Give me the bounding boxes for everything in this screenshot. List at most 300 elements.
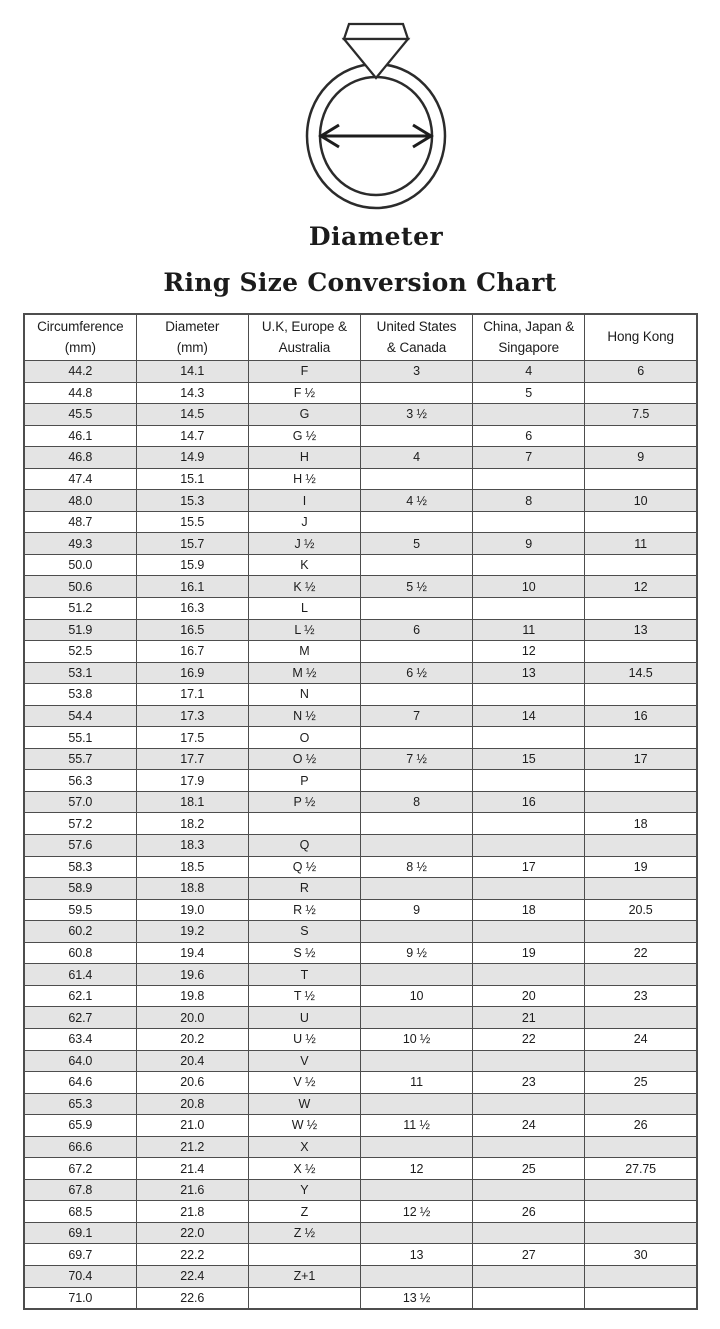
col-header-china-japan-singapore: China, Japan & Singapore	[473, 314, 585, 361]
table-cell: X ½	[248, 1158, 360, 1180]
table-cell: 45.5	[24, 404, 136, 426]
table-cell	[585, 1222, 697, 1244]
table-cell	[473, 404, 585, 426]
table-cell	[585, 921, 697, 943]
table-cell	[585, 425, 697, 447]
table-cell: 16.1	[136, 576, 248, 598]
table-cell: 7	[473, 447, 585, 469]
table-cell	[360, 382, 472, 404]
table-cell: 10	[473, 576, 585, 598]
table-cell	[360, 770, 472, 792]
table-row	[24, 770, 697, 792]
table-cell: U ½	[248, 1028, 360, 1050]
table-cell: 20.8	[136, 1093, 248, 1115]
table-cell: 49.3	[24, 533, 136, 555]
table-cell	[585, 835, 697, 857]
table-cell	[360, 878, 472, 900]
table-cell: 62.1	[24, 985, 136, 1007]
ring-size-conversion-table	[23, 313, 698, 1310]
table-cell: 17.1	[136, 684, 248, 706]
table-row	[24, 447, 697, 469]
table-cell	[360, 684, 472, 706]
table-cell: 17.7	[136, 748, 248, 770]
table-cell: 24	[585, 1028, 697, 1050]
table-cell: L ½	[248, 619, 360, 641]
table-cell: P	[248, 770, 360, 792]
table-cell: 16	[473, 791, 585, 813]
table-cell: 25	[585, 1072, 697, 1094]
table-cell: 67.8	[24, 1179, 136, 1201]
table-cell: 6	[473, 425, 585, 447]
table-cell	[360, 921, 472, 943]
table-cell: 14	[473, 705, 585, 727]
table-row	[24, 748, 697, 770]
table-cell: 9 ½	[360, 942, 472, 964]
table-row	[24, 899, 697, 921]
table-cell: T ½	[248, 985, 360, 1007]
table-cell: 14.5	[585, 662, 697, 684]
table-body	[24, 361, 697, 1310]
table-cell: 65.3	[24, 1093, 136, 1115]
table-cell: 22.4	[136, 1265, 248, 1287]
table-cell: 18.8	[136, 878, 248, 900]
table-cell	[248, 1244, 360, 1266]
col-header-hong-kong: Hong Kong	[585, 314, 697, 361]
table-cell	[585, 1265, 697, 1287]
table-row	[24, 1201, 697, 1223]
ring-diagram	[296, 14, 456, 215]
table-cell: 20.5	[585, 899, 697, 921]
table-cell: 10 ½	[360, 1028, 472, 1050]
table-cell: K	[248, 554, 360, 576]
table-cell: 18.2	[136, 813, 248, 835]
table-cell	[360, 641, 472, 663]
table-cell: 65.9	[24, 1115, 136, 1137]
table-row	[24, 576, 697, 598]
table-cell: 23	[473, 1072, 585, 1094]
table-cell: 64.0	[24, 1050, 136, 1072]
table-cell	[585, 878, 697, 900]
table-cell	[585, 468, 697, 490]
table-cell: 16.5	[136, 619, 248, 641]
table-cell: R	[248, 878, 360, 900]
table-cell: 21.8	[136, 1201, 248, 1223]
table-cell: 69.1	[24, 1222, 136, 1244]
table-cell: 44.8	[24, 382, 136, 404]
table-cell: 17.9	[136, 770, 248, 792]
table-row	[24, 942, 697, 964]
table-cell	[248, 1287, 360, 1309]
table-cell: 20.0	[136, 1007, 248, 1029]
table-row	[24, 641, 697, 663]
table-cell: 21.2	[136, 1136, 248, 1158]
table-cell	[360, 1179, 472, 1201]
table-row	[24, 662, 697, 684]
table-cell: 15.3	[136, 490, 248, 512]
table-cell: 12	[360, 1158, 472, 1180]
diamond-crown	[344, 24, 408, 39]
table-cell: 27.75	[585, 1158, 697, 1180]
table-cell: 58.3	[24, 856, 136, 878]
table-cell	[473, 1287, 585, 1309]
table-header	[24, 314, 697, 361]
table-row	[24, 856, 697, 878]
table-cell	[585, 1179, 697, 1201]
table-cell	[360, 1007, 472, 1029]
table-cell: 26	[473, 1201, 585, 1223]
table-cell: 19.8	[136, 985, 248, 1007]
table-cell: Q ½	[248, 856, 360, 878]
table-cell	[360, 835, 472, 857]
table-cell: 67.2	[24, 1158, 136, 1180]
table-cell	[360, 1222, 472, 1244]
table-cell: 13 ½	[360, 1287, 472, 1309]
table-cell	[360, 468, 472, 490]
table-cell: 57.6	[24, 835, 136, 857]
table-cell: L	[248, 598, 360, 620]
table-row	[24, 598, 697, 620]
table-cell: 21.0	[136, 1115, 248, 1137]
table-cell: 4 ½	[360, 490, 472, 512]
table-cell	[473, 598, 585, 620]
table-cell: 47.4	[24, 468, 136, 490]
table-row	[24, 619, 697, 641]
table-cell: T	[248, 964, 360, 986]
table-cell	[585, 1201, 697, 1223]
table-cell	[473, 1050, 585, 1072]
table-cell	[360, 511, 472, 533]
table-cell: 44.2	[24, 361, 136, 383]
table-row	[24, 1287, 697, 1309]
table-cell	[585, 1093, 697, 1115]
table-row	[24, 964, 697, 986]
table-cell: 51.2	[24, 598, 136, 620]
table-cell: 57.0	[24, 791, 136, 813]
table-cell: 10	[360, 985, 472, 1007]
table-cell: 21	[473, 1007, 585, 1029]
table-cell: 22.0	[136, 1222, 248, 1244]
table-row	[24, 425, 697, 447]
table-cell	[360, 1136, 472, 1158]
table-row	[24, 705, 697, 727]
table-cell	[473, 964, 585, 986]
table-row	[24, 813, 697, 835]
table-cell: 17.5	[136, 727, 248, 749]
table-cell	[360, 425, 472, 447]
table-cell: 14.5	[136, 404, 248, 426]
table-row	[24, 878, 697, 900]
table-cell: 17	[473, 856, 585, 878]
table-cell	[585, 554, 697, 576]
table-cell: 20.4	[136, 1050, 248, 1072]
table-cell: P ½	[248, 791, 360, 813]
table-row	[24, 1093, 697, 1115]
table-cell: 13	[585, 619, 697, 641]
table-cell: 63.4	[24, 1028, 136, 1050]
table-cell: 23	[585, 985, 697, 1007]
table-cell	[473, 1222, 585, 1244]
table-cell: 7	[360, 705, 472, 727]
table-cell: I	[248, 490, 360, 512]
table-cell	[585, 382, 697, 404]
table-cell: 18	[585, 813, 697, 835]
table-cell: W	[248, 1093, 360, 1115]
table-cell: 8 ½	[360, 856, 472, 878]
table-row	[24, 1050, 697, 1072]
table-cell	[360, 964, 472, 986]
table-cell: 19.4	[136, 942, 248, 964]
table-cell: X	[248, 1136, 360, 1158]
diamond-pavilion	[344, 39, 408, 78]
table-cell: 70.4	[24, 1265, 136, 1287]
table-row	[24, 835, 697, 857]
diameter-arrow-icon	[321, 125, 431, 147]
table-cell	[585, 791, 697, 813]
table-row	[24, 684, 697, 706]
table-cell: 11 ½	[360, 1115, 472, 1137]
table-cell: 13	[473, 662, 585, 684]
table-cell: 14.1	[136, 361, 248, 383]
table-cell: 69.7	[24, 1244, 136, 1266]
page-title: Ring Size Conversion Chart	[163, 268, 557, 297]
table-cell	[585, 1050, 697, 1072]
table-cell	[360, 727, 472, 749]
table-cell: 16.3	[136, 598, 248, 620]
table-cell: 19.6	[136, 964, 248, 986]
table-cell: F	[248, 361, 360, 383]
table-row	[24, 554, 697, 576]
table-cell: G	[248, 404, 360, 426]
table-row	[24, 1028, 697, 1050]
table-cell: 19	[585, 856, 697, 878]
col-header-circumference: Circumference (mm)	[24, 314, 136, 361]
table-cell: 6	[360, 619, 472, 641]
table-cell	[473, 835, 585, 857]
table-row	[24, 533, 697, 555]
table-cell: 11	[360, 1072, 472, 1094]
table-cell: 22	[585, 942, 697, 964]
table-cell: 61.4	[24, 964, 136, 986]
table-cell	[473, 684, 585, 706]
table-row	[24, 382, 697, 404]
table-row	[24, 985, 697, 1007]
table-cell: Z	[248, 1201, 360, 1223]
table-cell: 14.9	[136, 447, 248, 469]
diameter-label: Diameter	[308, 222, 444, 251]
table-cell: 5	[473, 382, 585, 404]
table-cell: 62.7	[24, 1007, 136, 1029]
table-cell: 55.1	[24, 727, 136, 749]
col-header-diameter: Diameter (mm)	[136, 314, 248, 361]
table-cell: 19	[473, 942, 585, 964]
table-cell: 9	[585, 447, 697, 469]
table-cell: O ½	[248, 748, 360, 770]
table-cell	[473, 813, 585, 835]
table-cell	[585, 1007, 697, 1029]
table-row	[24, 1072, 697, 1094]
table-cell: 60.2	[24, 921, 136, 943]
table-cell: 48.0	[24, 490, 136, 512]
table-row	[24, 361, 697, 383]
table-cell	[585, 770, 697, 792]
table-cell: 18.5	[136, 856, 248, 878]
table-cell: 59.5	[24, 899, 136, 921]
table-cell: 17	[585, 748, 697, 770]
table-cell	[473, 1179, 585, 1201]
table-cell: 26	[585, 1115, 697, 1137]
table-cell: 20.6	[136, 1072, 248, 1094]
table-cell: 12	[585, 576, 697, 598]
table-cell: 51.9	[24, 619, 136, 641]
table-cell: 66.6	[24, 1136, 136, 1158]
table-cell: 5 ½	[360, 576, 472, 598]
table-cell: 9	[360, 899, 472, 921]
table-cell: 24	[473, 1115, 585, 1137]
table-cell: 15.5	[136, 511, 248, 533]
table-cell: 11	[585, 533, 697, 555]
table-cell: 8	[473, 490, 585, 512]
table-cell: 15.1	[136, 468, 248, 490]
table-cell: 4	[473, 361, 585, 383]
table-cell	[585, 684, 697, 706]
table-cell: 68.5	[24, 1201, 136, 1223]
table-cell	[473, 1093, 585, 1115]
table-cell	[360, 1093, 472, 1115]
table-cell: 4	[360, 447, 472, 469]
table-cell: 18.1	[136, 791, 248, 813]
table-cell	[473, 1136, 585, 1158]
table-cell: 17.3	[136, 705, 248, 727]
table-cell	[585, 598, 697, 620]
table-cell: 15	[473, 748, 585, 770]
table-row	[24, 468, 697, 490]
table-cell	[473, 921, 585, 943]
table-cell: 21.4	[136, 1158, 248, 1180]
table-cell: J	[248, 511, 360, 533]
table-cell: 8	[360, 791, 472, 813]
table-cell	[473, 878, 585, 900]
table-cell: 58.9	[24, 878, 136, 900]
table-cell: 10	[585, 490, 697, 512]
table-row	[24, 1179, 697, 1201]
table-cell	[585, 641, 697, 663]
table-cell: 53.1	[24, 662, 136, 684]
table-cell: 19.0	[136, 899, 248, 921]
table-cell: 7 ½	[360, 748, 472, 770]
table-cell: Z+1	[248, 1265, 360, 1287]
table-cell: N ½	[248, 705, 360, 727]
table-cell: H ½	[248, 468, 360, 490]
table-cell: 16	[585, 705, 697, 727]
table-cell: 22	[473, 1028, 585, 1050]
table-cell	[248, 813, 360, 835]
table-cell: K ½	[248, 576, 360, 598]
table-cell: V ½	[248, 1072, 360, 1094]
table-row	[24, 1115, 697, 1137]
table-row	[24, 1222, 697, 1244]
diamond-ring-icon	[296, 14, 456, 210]
table-cell: F ½	[248, 382, 360, 404]
table-cell	[473, 770, 585, 792]
table-cell: 19.2	[136, 921, 248, 943]
table-cell	[473, 1265, 585, 1287]
table-cell: 12 ½	[360, 1201, 472, 1223]
table-cell: 3 ½	[360, 404, 472, 426]
table-cell: S ½	[248, 942, 360, 964]
table-cell: 16.7	[136, 641, 248, 663]
table-cell: 18.3	[136, 835, 248, 857]
table-cell: 52.5	[24, 641, 136, 663]
table-row	[24, 1136, 697, 1158]
table-cell: 20	[473, 985, 585, 1007]
table-cell: 46.8	[24, 447, 136, 469]
table-cell: J ½	[248, 533, 360, 555]
table-cell	[585, 1136, 697, 1158]
table-cell: 30	[585, 1244, 697, 1266]
table-cell: 12	[473, 641, 585, 663]
table-cell: Y	[248, 1179, 360, 1201]
table-cell: H	[248, 447, 360, 469]
table-cell	[585, 511, 697, 533]
table-row	[24, 511, 697, 533]
table-cell: 14.7	[136, 425, 248, 447]
table-cell: G ½	[248, 425, 360, 447]
table-cell: V	[248, 1050, 360, 1072]
table-row	[24, 490, 697, 512]
table-cell: 5	[360, 533, 472, 555]
table-row	[24, 791, 697, 813]
table-row	[24, 1265, 697, 1287]
table-cell: N	[248, 684, 360, 706]
table-cell	[360, 554, 472, 576]
table-cell: R ½	[248, 899, 360, 921]
table-cell	[473, 727, 585, 749]
table-cell	[360, 1265, 472, 1287]
table-cell: 6 ½	[360, 662, 472, 684]
table-cell	[585, 727, 697, 749]
table-cell: 15.9	[136, 554, 248, 576]
table-cell	[473, 468, 585, 490]
table-cell: 6	[585, 361, 697, 383]
table-cell: 25	[473, 1158, 585, 1180]
table-cell: 27	[473, 1244, 585, 1266]
table-cell: Q	[248, 835, 360, 857]
table-cell: 57.2	[24, 813, 136, 835]
table-cell	[360, 813, 472, 835]
table-cell: 7.5	[585, 404, 697, 426]
table-cell: 54.4	[24, 705, 136, 727]
table-cell: W ½	[248, 1115, 360, 1137]
table-row	[24, 727, 697, 749]
table-cell: 18	[473, 899, 585, 921]
table-cell: Z ½	[248, 1222, 360, 1244]
table-cell: 48.7	[24, 511, 136, 533]
table-cell: 46.1	[24, 425, 136, 447]
table-cell: 21.6	[136, 1179, 248, 1201]
table-row	[24, 1007, 697, 1029]
table-cell: 20.2	[136, 1028, 248, 1050]
table-cell: M	[248, 641, 360, 663]
table-cell: 71.0	[24, 1287, 136, 1309]
table-cell	[473, 511, 585, 533]
table-row	[24, 404, 697, 426]
table-cell: 22.2	[136, 1244, 248, 1266]
table-cell: 11	[473, 619, 585, 641]
table-cell: 50.6	[24, 576, 136, 598]
table-cell: 14.3	[136, 382, 248, 404]
table-cell: 13	[360, 1244, 472, 1266]
table-cell	[360, 598, 472, 620]
